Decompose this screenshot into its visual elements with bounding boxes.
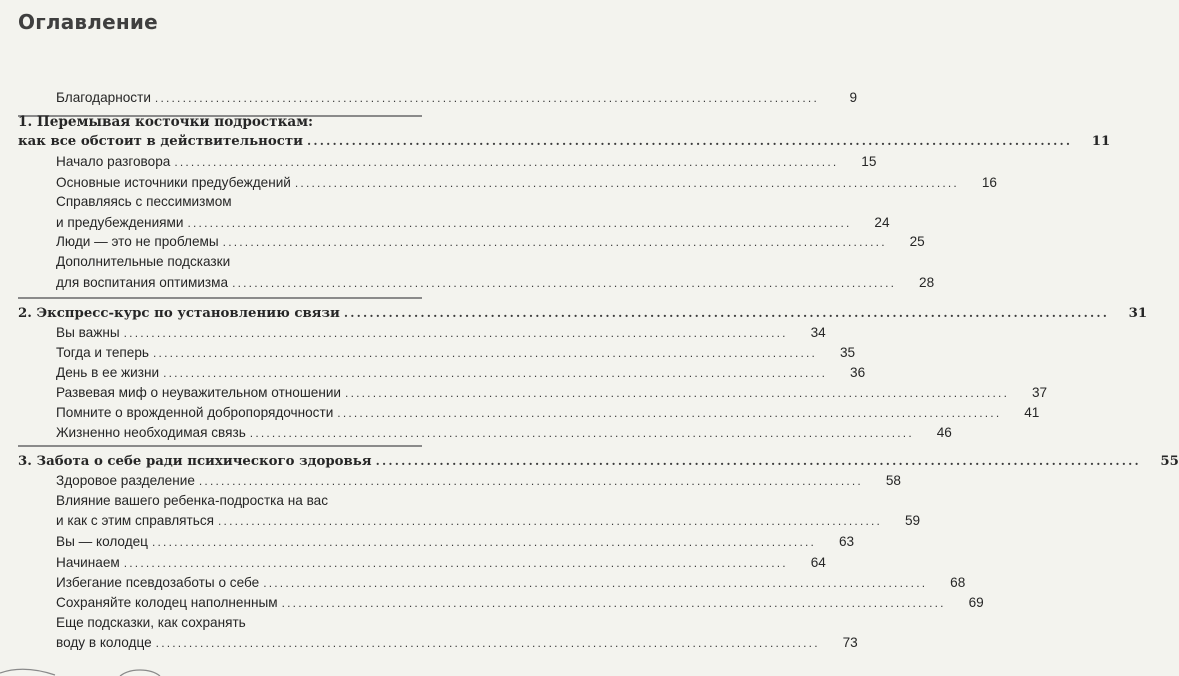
toc-page-number: 46 [936, 425, 952, 440]
toc-entry-title: Развевая миф о неуважительном отношении [56, 385, 342, 400]
dot-leader: ........................................................................................................................ [263, 576, 928, 590]
toc-entry[interactable] [0, 471, 901, 491]
toc-page-number: 25 [909, 234, 925, 249]
toc-entry-title: и предубеждениями [56, 215, 184, 230]
dot-leader: ........................................................................................................................ [345, 386, 1010, 400]
toc-entry-title: Вы важны [56, 325, 120, 340]
toc-entry[interactable] [0, 173, 997, 193]
toc-entry-title: и как с этим справляться [56, 513, 215, 528]
toc-page-number: 68 [950, 575, 966, 590]
toc-entry-title: Начинаем [56, 555, 120, 570]
toc-entry-title: Вы — колодец [56, 534, 148, 549]
toc-entry[interactable] [0, 213, 890, 233]
toc-page-number: 64 [810, 555, 826, 570]
toc-entry[interactable] [0, 363, 866, 383]
toc-entry-title: Помните о врожденной добропорядочности [56, 405, 334, 420]
toc-entry[interactable] [0, 511, 921, 531]
decorative-doodle [0, 646, 450, 676]
toc-entry-title: 2. Экспресс-курс по установлению связи [18, 306, 340, 321]
toc-entry-title: Начало разговора [56, 154, 171, 169]
toc-page-number: 11 [1091, 134, 1111, 149]
dot-leader: ........................................................................................................................ [337, 406, 1002, 420]
toc-page-number: 35 [839, 345, 856, 360]
toc-entry-title: для воспитания оптимизма [56, 275, 229, 290]
dot-leader: ........................................................................................................................ [187, 216, 852, 230]
toc-entry[interactable] [0, 403, 1040, 423]
toc-entry[interactable] [0, 593, 984, 613]
toc-entry-title: Основные источники предубеждений [56, 175, 291, 190]
toc-page-number: 31 [1128, 306, 1148, 321]
dot-leader: ........................................................................................................................ [154, 91, 819, 105]
toc-entry[interactable] [0, 323, 826, 343]
section-divider [18, 297, 422, 299]
toc-entry[interactable] [0, 553, 826, 573]
dot-leader: ........................................................................................................................ [123, 326, 788, 340]
dot-leader: ........................................................................................................................ [294, 176, 959, 190]
toc-chapter[interactable] [0, 451, 1179, 471]
toc-page-number: 69 [968, 595, 984, 610]
toc-page-number: 28 [919, 275, 935, 290]
page-title: Оглавление [18, 10, 158, 34]
toc-entry[interactable] [0, 88, 857, 108]
toc-entry-title: Сохраняйте колодец наполненным [56, 595, 278, 610]
toc-page-number: 55 [1160, 454, 1179, 469]
toc-entry[interactable] [0, 273, 935, 293]
toc-entry-title: Люди — это не проблемы [56, 234, 219, 249]
toc-entry[interactable] [0, 573, 966, 593]
toc-entry-title: как все обстоит в действительности [18, 134, 303, 149]
toc-entry-title: воду в колодце [56, 635, 152, 650]
dot-leader: ........................................................................................................................ [343, 306, 1110, 320]
toc-page-number: 58 [885, 473, 901, 488]
toc-entry[interactable] [0, 423, 952, 443]
toc-entry-title: Тогда и теперь [56, 345, 149, 360]
toc-entry[interactable] [0, 532, 855, 552]
toc-entry-first-line: Дополнительные подсказки [56, 254, 231, 269]
toc-entry-title: 3. Забота о себе ради психического здоровья [18, 454, 372, 469]
toc-entry-first-line: 1. Перемывая косточки подросткам: [18, 114, 314, 130]
toc-page-number: 24 [874, 215, 890, 230]
toc-page-number: 36 [850, 365, 866, 380]
dot-leader: ........................................................................................................................ [198, 474, 863, 488]
toc-entry[interactable] [0, 152, 877, 172]
dot-leader: ........................................................................................................................ [249, 426, 914, 440]
toc-entry-first-line: Справляясь с пессимизмом [56, 194, 232, 209]
toc-page-number: 41 [1024, 405, 1040, 420]
toc-page-number: 15 [861, 154, 877, 169]
dot-leader: ........................................................................................................................ [155, 636, 820, 650]
dot-leader: ........................................................................................................................ [375, 454, 1141, 468]
dot-leader: ........................................................................................................................ [222, 235, 887, 249]
toc-entry-title: Избегание псевдозаботы о себе [56, 575, 260, 590]
toc-page-number: 9 [849, 90, 857, 105]
dot-leader: ........................................................................................................................ [306, 134, 1073, 148]
dot-leader: ........................................................................................................................ [232, 276, 897, 290]
toc-entry-title: Жизненно необходимая связь [56, 425, 246, 440]
dot-leader: ........................................................................................................................ [174, 155, 839, 169]
dot-leader: ........................................................................................................................ [218, 514, 883, 528]
section-divider [18, 445, 422, 447]
dot-leader: ........................................................................................................................ [123, 556, 788, 570]
toc-page-number: 37 [1031, 385, 1048, 400]
dot-leader: ........................................................................................................................ [163, 366, 828, 380]
toc-page-number: 16 [981, 175, 997, 190]
toc-entry[interactable] [0, 343, 856, 363]
toc-entry[interactable] [0, 232, 925, 252]
dot-leader: ........................................................................................................................ [151, 535, 817, 549]
toc-chapter[interactable] [0, 303, 1148, 323]
toc-entry-first-line: Еще подсказки, как сохранять [56, 615, 246, 630]
dot-leader: ........................................................................................................................ [153, 346, 818, 360]
toc-entry-title: День в ее жизни [56, 365, 160, 380]
toc-page-number: 34 [810, 325, 826, 340]
toc-page-number: 59 [904, 513, 921, 528]
dot-leader: ........................................................................................................................ [281, 596, 946, 610]
toc-chapter[interactable] [0, 131, 1111, 151]
toc-page-number: 63 [838, 534, 855, 549]
toc-entry-title: Благодарности [56, 90, 151, 105]
toc-entry[interactable] [0, 383, 1048, 403]
toc-entry-first-line: Влияние вашего ребенка-подростка на вас [56, 493, 329, 508]
toc-page-number: 73 [842, 635, 858, 650]
toc-entry-title: Здоровое разделение [56, 473, 195, 488]
